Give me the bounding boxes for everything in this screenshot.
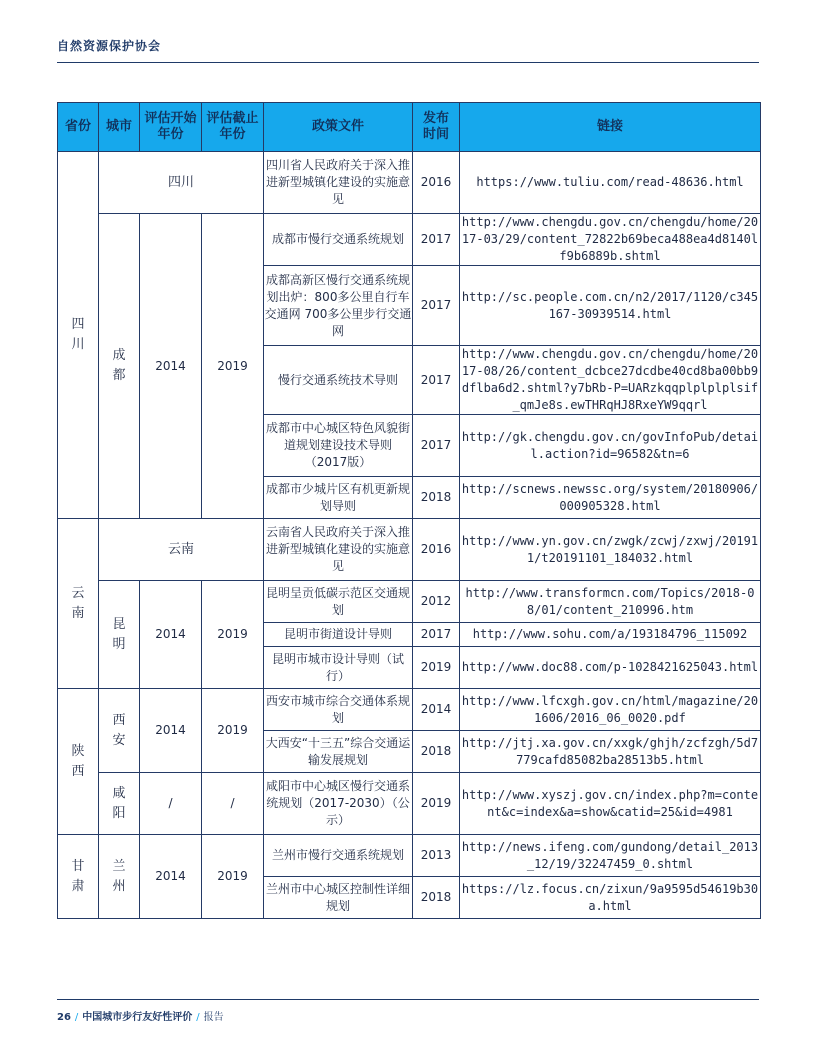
link-cell[interactable]: http://www.sohu.com/a/193184796_115092 — [460, 623, 761, 647]
header-city: 城市 — [99, 103, 140, 152]
city-cell: 咸 阳 — [99, 773, 140, 835]
report-title: 中国城市步行友好性评价 — [82, 1012, 193, 1023]
policy-cell: 昆明呈贡低碳示范区交通规划 — [264, 581, 413, 623]
table-row — [58, 581, 761, 623]
link-cell[interactable]: http://www.chengdu.gov.cn/chengdu/home/2017-08/26/content_dcbce27dcdbe40cd8ba00bb9dflba6d2.shtml?y7bRb-P=UARzkqqplplplplsif_qmJe8s.ewTHRqHJ8RxeYW9qqrl — [460, 346, 761, 415]
table-row — [58, 214, 761, 266]
policy-cell: 云南省人民政府关于深入推进新型城镇化建设的实施意见 — [264, 519, 413, 581]
policy-cell: 四川省人民政府关于深入推进新型城镇化建设的实施意见 — [264, 152, 413, 214]
province-level-cell: 四川 — [99, 152, 264, 214]
link-cell[interactable]: http://www.xyszj.gov.cn/index.php?m=content&c=index&a=show&catid=25&id=4981 — [460, 773, 761, 835]
header-eval-end: 评估截止年份 — [202, 103, 264, 152]
policy-cell: 西安市城市综合交通体系规划 — [264, 689, 413, 731]
city-cell: 西 安 — [99, 689, 140, 773]
province-cell: 四 川 — [58, 152, 99, 519]
publish-year-cell: 2017 — [413, 266, 460, 346]
policy-cell: 成都市中心城区特色风貌街道规划建设技术导则（2017版） — [264, 415, 413, 477]
publish-year-cell: 2012 — [413, 581, 460, 623]
policy-cell: 成都高新区慢行交通系统规划出炉：800多公里自行车交通网 700多公里步行交通网 — [264, 266, 413, 346]
province-level-cell: 云南 — [99, 519, 264, 581]
page-footer — [57, 1008, 224, 1023]
report-type: 报告 — [203, 1012, 224, 1023]
publish-year-cell: 2018 — [413, 477, 460, 519]
eval-end-cell: 2019 — [202, 835, 264, 919]
link-cell[interactable]: http://sc.people.com.cn/n2/2017/1120/c345167-30939514.html — [460, 266, 761, 346]
policy-cell: 咸阳市中心城区慢行交通系统规划（2017-2030）（公示） — [264, 773, 413, 835]
province-cell: 云 南 — [58, 519, 99, 689]
publish-year-cell: 2017 — [413, 415, 460, 477]
link-cell[interactable]: http://www.lfcxgh.gov.cn/html/magazine/201606/2016_06_0020.pdf — [460, 689, 761, 731]
eval-end-cell: 2019 — [202, 689, 264, 773]
eval-start-cell: 2014 — [140, 214, 202, 519]
header-publish-year: 发布时间 — [413, 103, 460, 152]
table-row — [58, 773, 761, 835]
link-cell[interactable]: https://lz.focus.cn/zixun/9a9595d54619b30a.html — [460, 877, 761, 919]
publish-year-cell: 2017 — [413, 623, 460, 647]
publish-year-cell: 2017 — [413, 346, 460, 415]
publish-year-cell: 2018 — [413, 877, 460, 919]
eval-start-cell: / — [140, 773, 202, 835]
table-row — [58, 152, 761, 214]
city-cell: 兰 州 — [99, 835, 140, 919]
link-cell[interactable]: http://www.yn.gov.cn/zwgk/zcwj/zxwj/201911/t20191101_184032.html — [460, 519, 761, 581]
province-cell: 陕 西 — [58, 689, 99, 835]
publish-year-cell: 2019 — [413, 647, 460, 689]
header-policy: 政策文件 — [264, 103, 413, 152]
link-cell[interactable]: http://scnews.newssc.org/system/20180906/000905328.html — [460, 477, 761, 519]
policy-cell: 慢行交通系统技术导则 — [264, 346, 413, 415]
organization-name: 自然资源保护协会 — [57, 39, 162, 53]
link-cell[interactable]: http://gk.chengdu.gov.cn/govInfoPub/detail.action?id=96582&tn=6 — [460, 415, 761, 477]
header-eval-start: 评估开始年份 — [140, 103, 202, 152]
link-cell[interactable]: http://www.transformcn.com/Topics/2018-08/01/content_210996.htm — [460, 581, 761, 623]
footer-divider — [57, 999, 759, 1000]
eval-start-cell: 2014 — [140, 689, 202, 773]
publish-year-cell: 2018 — [413, 731, 460, 773]
publish-year-cell: 2017 — [413, 214, 460, 266]
link-cell[interactable]: http://www.chengdu.gov.cn/chengdu/home/2017-03/29/content_72822b69beca488ea4d8140lf9b6889b.shtml — [460, 214, 761, 266]
policy-cell: 大西安“十三五”综合交通运输发展规划 — [264, 731, 413, 773]
policy-cell: 成都市少城片区有机更新规划导则 — [264, 477, 413, 519]
header-link: 链接 — [460, 103, 761, 152]
policy-cell: 成都市慢行交通系统规划 — [264, 214, 413, 266]
table-row — [58, 835, 761, 877]
table-row — [58, 519, 761, 581]
link-cell[interactable]: http://jtj.xa.gov.cn/xxgk/ghjh/zcfzgh/5d7779cafd85082ba28513b5.html — [460, 731, 761, 773]
publish-year-cell: 2016 — [413, 519, 460, 581]
policy-cell: 昆明市街道设计导则 — [264, 623, 413, 647]
publish-year-cell: 2016 — [413, 152, 460, 214]
policy-cell: 兰州市慢行交通系统规划 — [264, 835, 413, 877]
eval-start-cell: 2014 — [140, 581, 202, 689]
eval-end-cell: 2019 — [202, 581, 264, 689]
page-number: 26 — [57, 1012, 71, 1023]
header-province: 省份 — [58, 103, 99, 152]
footer-separator: / — [196, 1012, 200, 1023]
table-row — [58, 689, 761, 731]
header-divider — [57, 62, 759, 63]
footer-separator: / — [74, 1012, 79, 1023]
city-cell: 昆 明 — [99, 581, 140, 689]
policy-cell: 兰州市中心城区控制性详细规划 — [264, 877, 413, 919]
province-cell: 甘 肃 — [58, 835, 99, 919]
eval-end-cell: 2019 — [202, 214, 264, 519]
eval-start-cell: 2014 — [140, 835, 202, 919]
link-cell[interactable]: http://www.doc88.com/p-1028421625043.html — [460, 647, 761, 689]
publish-year-cell: 2013 — [413, 835, 460, 877]
link-cell[interactable]: https://www.tuliu.com/read-48636.html — [460, 152, 761, 214]
eval-end-cell: / — [202, 773, 264, 835]
publish-year-cell: 2014 — [413, 689, 460, 731]
publish-year-cell: 2019 — [413, 773, 460, 835]
policy-cell: 昆明市城市设计导则（试行） — [264, 647, 413, 689]
table-header-row — [58, 103, 761, 152]
policy-table — [57, 102, 761, 919]
city-cell: 成 都 — [99, 214, 140, 519]
link-cell[interactable]: http://news.ifeng.com/gundong/detail_2013_12/19/32247459_0.shtml — [460, 835, 761, 877]
